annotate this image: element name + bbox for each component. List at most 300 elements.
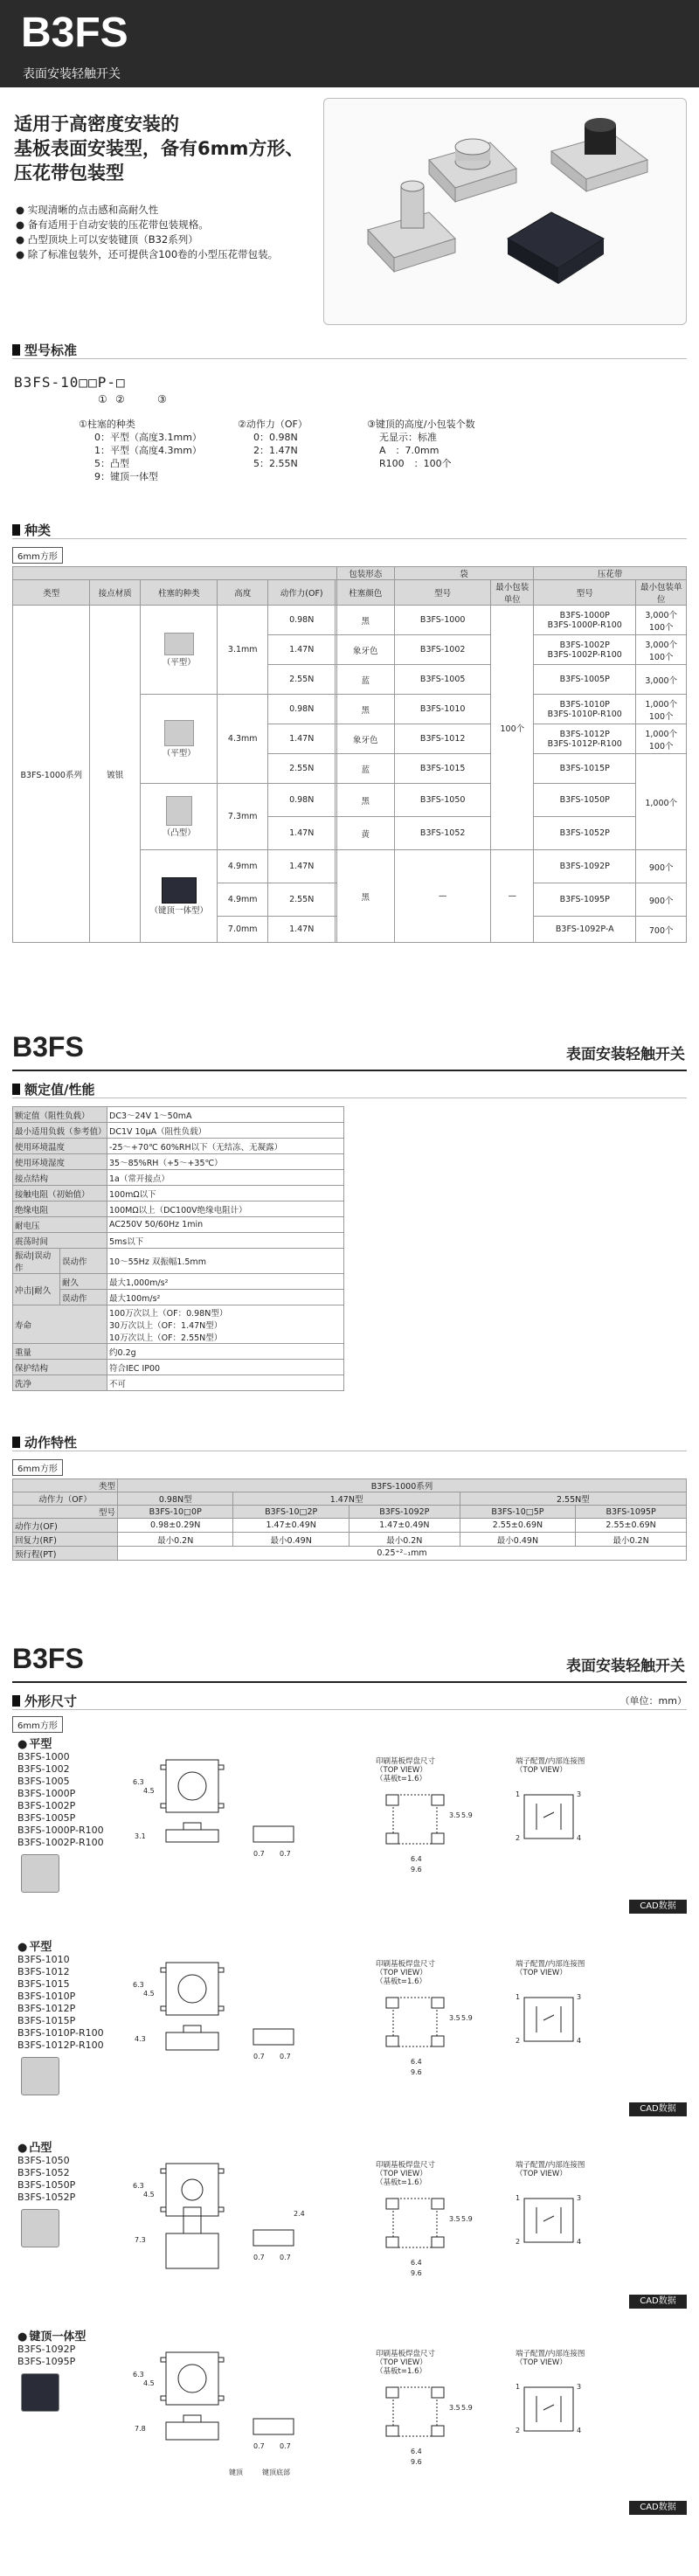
ratings-label: 振动|误动作 <box>13 1249 60 1274</box>
td-qty: 3,000个 100个 <box>636 606 687 635</box>
ratings-value: 最大100m/s² <box>107 1290 344 1305</box>
cad-data-button[interactable]: CAD数据 <box>629 2501 687 2515</box>
svg-text:（TOP VIEW）: （TOP VIEW） <box>376 2170 427 2178</box>
td-color: 黑 <box>336 695 394 724</box>
td-val: 0.98±0.29N <box>118 1519 233 1533</box>
switch-black-photo <box>551 118 647 191</box>
td-qty: 1,000个 <box>636 754 687 850</box>
svg-text:0.7: 0.7 <box>280 1850 291 1858</box>
ratings-row <box>13 1154 344 1170</box>
td-tape: B3FS-1050P <box>534 784 636 817</box>
ratings-value: DC1V 10μA（阻性负载） <box>107 1123 344 1139</box>
model-name: B3FS-1012 <box>17 1966 70 1977</box>
svg-text:端子配置/内部连接图: 端子配置/内部连接图 <box>516 1960 585 1969</box>
ratings-row <box>13 1233 344 1249</box>
th-color: 柱塞颜色 <box>336 580 394 606</box>
product-title: B3FS <box>21 10 128 56</box>
ratings-row <box>13 1305 344 1344</box>
td-row-label: 动作力(OF) <box>13 1519 118 1533</box>
svg-text:端子配置/内部连接图: 端子配置/内部连接图 <box>516 2350 585 2358</box>
td-height: 4.3mm <box>218 695 268 784</box>
dim-group-kind: ● 键顶一体型 <box>17 2331 86 2344</box>
col-title: ①柱塞的种类 <box>79 419 135 430</box>
svg-text:6.4: 6.4 <box>411 2448 422 2455</box>
ratings-label: 最小适用负载（参考值） <box>13 1123 107 1139</box>
td-bagqty: — <box>491 850 534 943</box>
svg-text:6.3: 6.3 <box>133 2371 144 2379</box>
svg-text:6.4: 6.4 <box>411 2058 422 2066</box>
model-name: B3FS-1010P <box>17 1991 76 2002</box>
ratings-value: 100MΩ以上（DC100V绝缘电阻计） <box>107 1201 344 1217</box>
svg-text:键顶: 键顶 <box>229 2469 243 2476</box>
td-color: 黄 <box>336 817 394 850</box>
td-of: 1.47N <box>268 724 336 754</box>
td-height: 3.1mm <box>218 606 268 695</box>
td-row-label: 预行程(PT) <box>13 1547 118 1561</box>
page3-subtitle: 表面安装轻触开关 <box>566 1658 685 1675</box>
model-name: B3FS-1050 <box>17 2155 70 2166</box>
switch-flat-photo <box>429 139 516 202</box>
th-bag: 袋 <box>394 567 533 580</box>
model-name: B3FS-1002P <box>17 1800 76 1811</box>
ratings-value: 100mΩ以下 <box>107 1186 344 1201</box>
td-bag: B3FS-1010 <box>394 695 491 724</box>
td-val: 最小0.2N <box>118 1533 233 1547</box>
td-color: 象牙色 <box>336 635 394 665</box>
ratings-label: 保护结构 <box>13 1360 107 1375</box>
td-qty: 1,000个 100个 <box>636 724 687 754</box>
td-height: 4.9mm <box>218 850 268 883</box>
ratings-row <box>13 1344 344 1360</box>
td-val: 最小0.2N <box>349 1533 460 1547</box>
td-tape: B3FS-1095P <box>534 883 636 917</box>
td-height: 4.9mm <box>218 883 268 917</box>
svg-text:3.5: 3.5 <box>449 2014 460 2022</box>
th-model-code: B3FS-10□0P <box>118 1506 233 1519</box>
td-of: 1.47N <box>268 850 336 883</box>
td-qty: 3,000个 <box>636 665 687 695</box>
td-tape: B3FS-1092P-A <box>534 917 636 943</box>
ratings-value: 约0.2g <box>107 1344 344 1360</box>
ratings-value: 最大1,000m/s² <box>107 1274 344 1290</box>
th-group: 1.47N型 <box>233 1492 460 1506</box>
svg-text:0.7: 0.7 <box>280 2254 291 2261</box>
page2-subtitle: 表面安装轻触开关 <box>566 1046 685 1063</box>
svg-text:0.7: 0.7 <box>280 2053 291 2060</box>
switch-thumbnail <box>21 2373 59 2412</box>
svg-text:5.9: 5.9 <box>461 2404 473 2412</box>
td-bag: — <box>394 850 491 943</box>
svg-text:4: 4 <box>577 1834 582 1842</box>
td-val: 0.25⁺²₋₁mm <box>118 1547 687 1561</box>
td-val: 2.55±0.69N <box>576 1519 687 1533</box>
model-name: B3FS-1012P-R100 <box>17 2039 104 2051</box>
cad-data-button[interactable]: CAD数据 <box>629 1900 687 1914</box>
col-item: 5：凸型 <box>94 458 129 469</box>
ratings-value: 1a（常开接点） <box>107 1170 344 1186</box>
th-model-code: B3FS-10□5P <box>460 1506 575 1519</box>
product-subtitle: 表面安装轻触开关 <box>23 67 121 81</box>
col-item: 5：2.55N <box>253 458 298 469</box>
headline-line: 基板表面安装型，备有6mm方形、 <box>14 138 304 159</box>
svg-text:（基板t=1.6）: （基板t=1.6） <box>376 1775 426 1783</box>
td-tape: B3FS-1012P B3FS-1012P-R100 <box>534 724 636 754</box>
types-table <box>12 566 687 943</box>
td-tape: B3FS-1002P B3FS-1002P-R100 <box>534 635 636 665</box>
svg-text:0.7: 0.7 <box>253 2053 265 2060</box>
svg-text:4: 4 <box>577 2037 582 2045</box>
svg-text:0.7: 0.7 <box>253 1850 265 1858</box>
td-val: 最小0.2N <box>576 1533 687 1547</box>
th-tape: 压花带 <box>534 567 687 580</box>
td-qty: 900个 <box>636 883 687 917</box>
cad-data-button[interactable]: CAD数据 <box>629 2295 687 2309</box>
model-name: B3FS-1002 <box>17 1763 70 1775</box>
svg-text:5.9: 5.9 <box>461 2215 473 2223</box>
model-name: B3FS-1052P <box>17 2192 76 2203</box>
svg-text:3.5: 3.5 <box>449 1811 460 1819</box>
svg-text:2.4: 2.4 <box>294 2210 305 2218</box>
svg-text:（TOP VIEW）: （TOP VIEW） <box>376 1969 427 1977</box>
svg-text:6.3: 6.3 <box>133 1778 144 1786</box>
svg-text:9.6: 9.6 <box>411 2068 422 2076</box>
ratings-label: 额定值（阻性负载） <box>13 1107 107 1123</box>
td-qty: 1,000个 100个 <box>636 695 687 724</box>
ratings-table <box>12 1106 344 1391</box>
th-group: 0.98N型 <box>118 1492 233 1506</box>
svg-text:9.6: 9.6 <box>411 2458 422 2466</box>
svg-text:（TOP VIEW）: （TOP VIEW） <box>376 1766 427 1775</box>
svg-text:（TOP VIEW）: （TOP VIEW） <box>516 2358 567 2367</box>
ratings-value: 35～85%RH（+5～+35℃） <box>107 1154 344 1170</box>
svg-text:（基板t=1.6）: （基板t=1.6） <box>376 2367 426 2376</box>
model-name: B3FS-1050P <box>17 2179 76 2191</box>
model-name: B3FS-1052 <box>17 2167 70 2178</box>
td-tape: B3FS-1015P <box>534 754 636 784</box>
svg-text:3: 3 <box>577 1790 582 1798</box>
col-item: 0：0.98N <box>253 432 298 443</box>
col-title: ③键顶的高度/小包装个数 <box>367 419 475 430</box>
svg-text:6.4: 6.4 <box>411 2259 422 2267</box>
svg-text:4.3: 4.3 <box>135 2035 146 2043</box>
svg-text:（TOP VIEW）: （TOP VIEW） <box>376 2358 427 2367</box>
ratings-label: 使用环境温度 <box>13 1139 107 1154</box>
section-dims: 外形尺寸 <box>12 1692 77 1710</box>
model-circle-1: ① <box>98 393 107 405</box>
dimension-drawing <box>131 2335 682 2511</box>
td-of: 0.98N <box>268 606 336 635</box>
td-color: 黑 <box>336 606 394 635</box>
switch-thumbnail <box>21 2209 59 2247</box>
section-types: 种类 <box>12 521 51 539</box>
svg-text:9.6: 9.6 <box>411 2269 422 2277</box>
dim-group-kind: ● 平型 <box>17 1739 104 1751</box>
divider <box>12 358 687 359</box>
ratings-label: 寿命 <box>13 1305 107 1344</box>
svg-text:1: 1 <box>516 1993 521 2001</box>
svg-text:印刷基板焊盘尺寸: 印刷基板焊盘尺寸 <box>376 2350 436 2358</box>
svg-text:端子配置/内部连接图: 端子配置/内部连接图 <box>516 2161 585 2170</box>
ratings-row <box>13 1360 344 1375</box>
model-name: B3FS-1002P-R100 <box>17 1837 104 1848</box>
action-table <box>12 1478 687 1561</box>
svg-text:0.7: 0.7 <box>253 2442 265 2450</box>
td-kind-flat2: （平型） <box>141 695 218 784</box>
td-of: 0.98N <box>268 695 336 724</box>
svg-text:1: 1 <box>516 1790 521 1798</box>
switch-keytop-thumb <box>162 877 197 904</box>
svg-text:7.3: 7.3 <box>135 2236 146 2244</box>
col-title: ②动作力（OF） <box>238 419 308 430</box>
td-series: B3FS-1000系列 <box>13 606 90 943</box>
ratings-label: 洗净 <box>13 1375 107 1391</box>
model-col1 <box>79 418 202 483</box>
td-bag: B3FS-1050 <box>394 784 491 817</box>
svg-text:1: 1 <box>516 2383 521 2391</box>
svg-text:7.8: 7.8 <box>135 2425 146 2433</box>
ratings-row <box>13 1170 344 1186</box>
th-model: 型号 <box>13 1506 118 1519</box>
model-code: B3FS-10□□P-□ <box>14 374 126 391</box>
svg-text:3: 3 <box>577 2194 582 2202</box>
dim-group-kind: ● 凸型 <box>17 2143 75 2155</box>
th-of: 动作力(OF) <box>268 580 336 606</box>
dim-group-kind: ● 平型 <box>17 1942 104 1954</box>
ratings-value: 10～55Hz 双振幅1.5mm <box>107 1249 344 1274</box>
svg-text:3.5: 3.5 <box>449 2215 460 2223</box>
ratings-row <box>13 1290 344 1305</box>
ratings-row <box>13 1201 344 1217</box>
divider <box>12 1709 687 1710</box>
svg-text:3.1: 3.1 <box>135 1832 146 1840</box>
th-type: 类型 <box>13 1479 118 1492</box>
model-name: B3FS-1015 <box>17 1978 70 1990</box>
model-name: B3FS-1010 <box>17 1954 70 1965</box>
svg-text:键顶底部: 键顶底部 <box>262 2469 290 2476</box>
cad-data-button[interactable]: CAD数据 <box>629 2102 687 2116</box>
th-of: 动作力（OF） <box>13 1492 118 1506</box>
td-of: 1.47N <box>268 817 336 850</box>
divider <box>12 1070 687 1071</box>
ratings-row <box>13 1139 344 1154</box>
th-minqty: 最小包装单位 <box>491 580 534 606</box>
td-contact: 镀银 <box>90 606 141 943</box>
ratings-value: DC3～24V 1～50mA <box>107 1107 344 1123</box>
svg-text:3: 3 <box>577 1993 582 2001</box>
svg-text:印刷基板焊盘尺寸: 印刷基板焊盘尺寸 <box>376 1757 436 1766</box>
svg-text:端子配置/内部连接图: 端子配置/内部连接图 <box>516 1757 585 1766</box>
th-series: B3FS-1000系列 <box>118 1479 687 1492</box>
svg-text:0.7: 0.7 <box>280 2442 291 2450</box>
ratings-sublabel: 误动作 <box>60 1249 107 1274</box>
headline-line: 压花带包装型 <box>14 163 124 184</box>
feature-item: ● 除了标准包装外，还可提供含100卷的小型压花带包装。 <box>16 248 279 260</box>
page-header <box>0 0 699 87</box>
page3-title: B3FS <box>12 1643 84 1674</box>
intro-headline <box>14 112 311 185</box>
td-val: 1.47±0.49N <box>349 1519 460 1533</box>
col-item: 9：键顶一体型 <box>94 471 158 482</box>
td-tape: B3FS-1000P B3FS-1000P-R100 <box>534 606 636 635</box>
svg-text:（基板t=1.6）: （基板t=1.6） <box>376 2178 426 2187</box>
feature-item: ● 实现清晰的点击感和高耐久性 <box>16 204 159 216</box>
td-color: 蓝 <box>336 754 394 784</box>
ratings-sublabel: 误动作 <box>60 1290 107 1305</box>
switch-convex-thumb <box>166 796 192 826</box>
td-val: 2.55±0.69N <box>460 1519 575 1533</box>
model-name: B3FS-1000P <box>17 1788 76 1799</box>
svg-text:5.9: 5.9 <box>461 1811 473 1819</box>
th-plunger: 柱塞的种类 <box>141 580 218 606</box>
ratings-value: AC250V 50/60Hz 1min <box>107 1217 344 1233</box>
ratings-label: 震荡时间 <box>13 1233 107 1249</box>
td-kind-convex: （凸型） <box>141 784 218 850</box>
dimension-drawing <box>131 1945 682 2113</box>
th-model-code: B3FS-10□2P <box>233 1506 349 1519</box>
dim-group-models <box>17 2143 75 2204</box>
th-type: 类型 <box>13 580 90 606</box>
ratings-row <box>13 1375 344 1391</box>
dimension-drawing <box>131 2146 682 2305</box>
size-tag: 6mm方形 <box>12 1716 63 1733</box>
th-model: 型号 <box>394 580 491 606</box>
td-val: 最小0.49N <box>233 1533 349 1547</box>
col-item: A ：7.0mm <box>379 445 439 456</box>
model-name: B3FS-1095P <box>17 2356 76 2367</box>
switch-thumbnail <box>21 1854 59 1893</box>
divider <box>12 538 687 539</box>
col-item: 无显示：标准 <box>379 432 437 443</box>
td-height: 7.3mm <box>218 784 268 850</box>
ratings-label: 耐电压 <box>13 1217 107 1233</box>
svg-text:4: 4 <box>577 2238 582 2246</box>
svg-text:2: 2 <box>516 2037 521 2045</box>
col-item: 0：平型（高度3.1mm） <box>94 432 202 443</box>
th-model-code: B3FS-1095P <box>576 1506 687 1519</box>
model-name: B3FS-1012P <box>17 2003 76 2014</box>
model-col2 <box>238 418 308 470</box>
ratings-value: 符合IEC IP00 <box>107 1360 344 1375</box>
svg-text:4.5: 4.5 <box>143 2191 155 2199</box>
svg-text:4.5: 4.5 <box>143 1990 155 1998</box>
svg-text:5.9: 5.9 <box>461 2014 473 2022</box>
td-val: 最小0.49N <box>460 1533 575 1547</box>
dimension-drawing <box>131 1742 682 1910</box>
ratings-label: 绝缘电阻 <box>13 1201 107 1217</box>
model-name: B3FS-1015P <box>17 2015 76 2026</box>
td-of: 2.55N <box>268 883 336 917</box>
model-name: B3FS-1005 <box>17 1776 70 1787</box>
td-of: 0.98N <box>268 784 336 817</box>
model-name: B3FS-1092P <box>17 2344 76 2355</box>
dim-group-models <box>17 2331 86 2368</box>
td-of: 1.47N <box>268 635 336 665</box>
td-row-label: 回复力(RF) <box>13 1533 118 1547</box>
switch-flat-thumb <box>164 633 194 655</box>
switch-thumbnail <box>21 2057 59 2095</box>
section-model: 型号标准 <box>12 341 77 359</box>
feature-item: ● 凸型顶块上可以安装键顶（B32系列） <box>16 233 198 246</box>
product-photo <box>324 99 688 326</box>
ratings-label: 接触电阻（初始值） <box>13 1186 107 1201</box>
model-circle-3: ③ <box>157 393 167 405</box>
svg-text:（TOP VIEW）: （TOP VIEW） <box>516 1766 567 1775</box>
svg-text:3: 3 <box>577 2383 582 2391</box>
svg-text:1: 1 <box>516 2194 521 2202</box>
ratings-row <box>13 1186 344 1201</box>
size-tag: 6mm方形 <box>12 547 63 564</box>
svg-text:6.4: 6.4 <box>411 1855 422 1863</box>
td-bag: B3FS-1015 <box>394 754 491 784</box>
th-height: 高度 <box>218 580 268 606</box>
section-action: 动作特性 <box>12 1433 77 1451</box>
model-name: B3FS-1010P-R100 <box>17 2027 104 2039</box>
model-circle-2: ② <box>115 393 125 405</box>
svg-text:9.6: 9.6 <box>411 1866 422 1873</box>
svg-text:印刷基板焊盘尺寸: 印刷基板焊盘尺寸 <box>376 2161 436 2170</box>
td-qty: 900个 <box>636 850 687 883</box>
svg-text:（TOP VIEW）: （TOP VIEW） <box>516 1969 567 1977</box>
switch-keytop-photo <box>508 212 604 284</box>
th-contact: 接点材质 <box>90 580 141 606</box>
svg-text:印刷基板焊盘尺寸: 印刷基板焊盘尺寸 <box>376 1960 436 1969</box>
ratings-sublabel: 耐久 <box>60 1274 107 1290</box>
ratings-label: 接点结构 <box>13 1170 107 1186</box>
svg-text:6.3: 6.3 <box>133 2182 144 2190</box>
model-name: B3FS-1000P-R100 <box>17 1825 104 1836</box>
ratings-row <box>13 1107 344 1123</box>
svg-text:4.5: 4.5 <box>143 2379 155 2387</box>
section-ratings: 额定值/性能 <box>12 1080 94 1098</box>
th-model2: 型号 <box>534 580 636 606</box>
td-bag: B3FS-1002 <box>394 635 491 665</box>
model-name: B3FS-1005P <box>17 1812 76 1824</box>
ratings-row <box>13 1123 344 1139</box>
td-color: 象牙色 <box>336 724 394 754</box>
ratings-label: 冲击|耐久 <box>13 1274 60 1305</box>
switch-tall-photo <box>368 181 455 272</box>
th-model-code: B3FS-1092P <box>349 1506 460 1519</box>
ratings-value: 100万次以上（OF：0.98N型） 30万次以上（OF：1.47N型） 10万次以上（OF：2.55N型） <box>107 1305 344 1344</box>
svg-text:4: 4 <box>577 2427 582 2434</box>
svg-text:6.3: 6.3 <box>133 1981 144 1989</box>
switch-flat-thumb <box>164 720 194 746</box>
ratings-row <box>13 1274 344 1290</box>
product-photo-panel <box>323 98 687 325</box>
td-of: 1.47N <box>268 917 336 943</box>
svg-text:2: 2 <box>516 2427 521 2434</box>
svg-text:4.5: 4.5 <box>143 1787 155 1795</box>
th-pack: 包装形态 <box>336 567 394 580</box>
td-bag: B3FS-1000 <box>394 606 491 635</box>
headline-line: 适用于高密度安装的 <box>14 114 179 135</box>
model-name: B3FS-1000 <box>17 1751 70 1762</box>
unit-note: （单位：mm） <box>619 1695 687 1707</box>
td-of: 2.55N <box>268 754 336 784</box>
td-height: 7.0mm <box>218 917 268 943</box>
col-item: 2：1.47N <box>253 445 298 456</box>
td-kind-flat1: （平型） <box>141 606 218 695</box>
ratings-label: 使用环境湿度 <box>13 1154 107 1170</box>
td-bag: B3FS-1005 <box>394 665 491 695</box>
svg-text:3.5: 3.5 <box>449 2404 460 2412</box>
col-item: 1：平型（高度4.3mm） <box>94 445 202 456</box>
feature-list <box>16 203 313 262</box>
feature-item: ● 备有适用于自动安装的压花带包装规格。 <box>16 218 209 231</box>
ratings-value: 5ms以下 <box>107 1233 344 1249</box>
td-tape: B3FS-1010P B3FS-1010P-R100 <box>534 695 636 724</box>
td-qty: 700个 <box>636 917 687 943</box>
